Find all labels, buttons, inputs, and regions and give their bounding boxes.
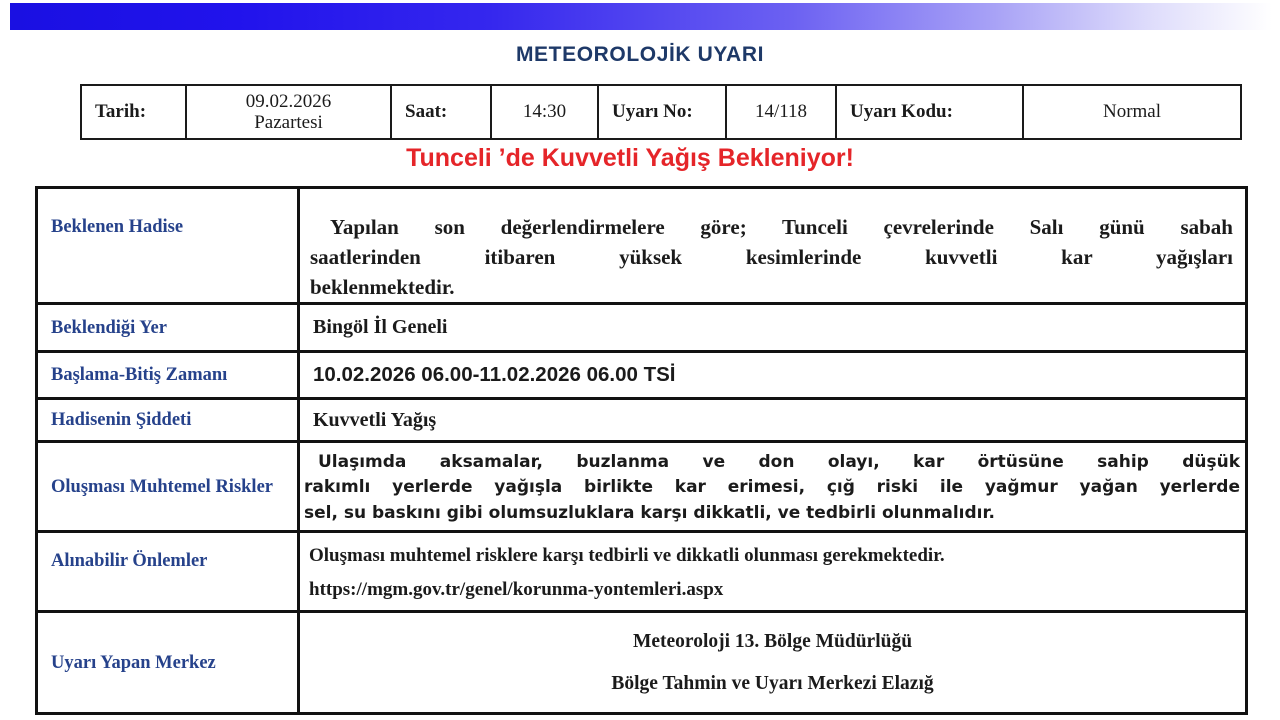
row-label-start-end-time: Başlama-Bitiş Zamanı [37,352,299,399]
time-label: Saat: [391,85,491,139]
issuing-center-text [299,612,1247,714]
gradient-header-bar [10,3,1272,30]
measures-url: https://mgm.gov.tr/genel/korunma-yontemleri.aspx [309,579,724,601]
table-row [37,304,1247,352]
info-row [81,85,1241,139]
date-value [186,85,391,139]
row-label-measures: Alınabilir Önlemler [37,532,299,612]
table-row [37,612,1247,714]
measures-text [299,532,1247,612]
row-label-expected-event: Beklenen Hadise [37,188,299,304]
table-row [37,532,1247,612]
expected-event-line2: saatlerinden itibaren yüksek kesimlerinde kuvvetli kar yağışları [310,244,1233,269]
expected-event-text [299,188,1247,304]
possible-risks-line2: rakımlı yerlerde yağışla birlikte kar erimesi, çığ riski ile yağmur yağan yerlerde [304,477,1240,498]
warning-no-value: 14/118 [726,85,836,139]
start-end-time-text: 10.02.2026 06.00-11.02.2026 06.00 TSİ [299,352,1247,399]
warning-headline: Tunceli ’de Kuvvetli Yağış Bekleniyor! [406,144,854,172]
event-severity-text: Kuvvetli Yağış [299,399,1247,442]
row-label-issuing-center: Uyarı Yapan Merkez [37,612,299,714]
warning-code-label: Uyarı Kodu: [836,85,1023,139]
table-row [37,399,1247,442]
warning-detail-table [35,186,1248,715]
time-value: 14:30 [491,85,598,139]
issuing-center-line1: Meteoroloji 13. Bölge Müdürlüğü [632,630,913,652]
expected-event-line1: Yapılan son değerlendirmelere göre; Tunceli çevrelerinde Salı günü sabah [330,215,1233,239]
row-label-event-severity: Hadisenin Şiddeti [37,399,299,442]
measures-line1: Oluşması muhtemel risklere karşı tedbirli ve dikkatli olunması gerekmektedir. [309,545,945,567]
issuing-center-line2: Bölge Tahmin ve Uyarı Merkezi Elazığ [611,672,934,694]
expected-event-line3: beklenmektedir. [310,274,455,299]
date-label: Tarih: [81,85,186,139]
expected-place-text: Bingöl İl Geneli [299,304,1247,352]
table-row [37,188,1247,304]
warning-code-value: Normal [1023,85,1241,139]
warning-info-table [80,84,1242,140]
possible-risks-text [299,442,1247,532]
table-row [37,442,1247,532]
row-label-possible-risks: Oluşması Muhtemel Riskler [37,442,299,532]
date-value-line1: 09.02.2026 [245,90,332,112]
possible-risks-line3: sel, su baskını gibi olumsuzluklara karşı dikkatli, ve tedbirli olunmalıdır. [304,502,995,523]
page-title: METEOROLOJİK UYARI [515,43,765,66]
date-value-line2: Pazartesi [254,112,323,133]
possible-risks-line1: Ulaşımda aksamalar, buzlanma ve don olayı, kar örtüsüne sahip düşük [318,451,1240,472]
table-row [37,352,1247,399]
warning-no-label: Uyarı No: [598,85,726,139]
row-label-expected-place: Beklendiği Yer [37,304,299,352]
